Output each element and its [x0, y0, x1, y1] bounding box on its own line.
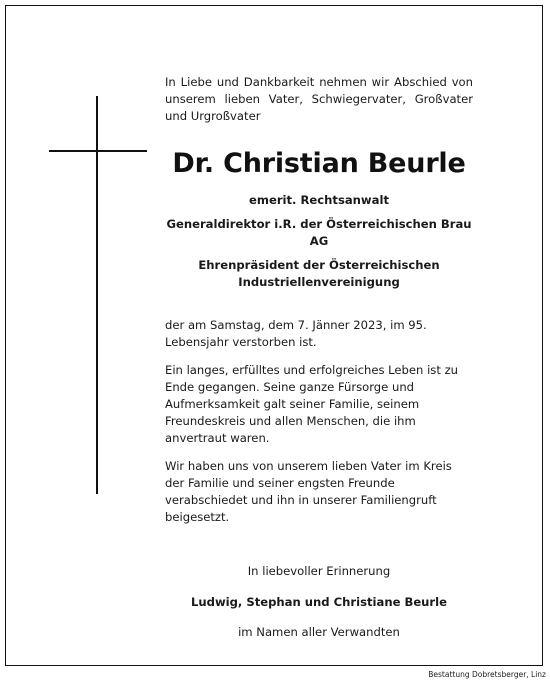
obituary-text: [165, 74, 473, 641]
title-line-3: Ehrenpräsident der Österreichischen Industriellenvereinigung: [198, 258, 440, 289]
paragraph-death-date: der am Samstag, dem 7. Jänner 2023, im 95. Lebensjahr verstorben ist.: [165, 318, 427, 349]
memory-line: In liebevoller Erinnerung: [247, 564, 391, 578]
relatives-line: im Namen aller Verwandten: [238, 625, 400, 639]
deceased-name: Dr. Christian Beurle: [172, 148, 466, 179]
signers: Ludwig, Stephan und Christiane Beurle: [191, 595, 447, 609]
title-line-1: emerit. Rechtsanwalt: [249, 193, 389, 207]
cross-icon-horizontal-bar: [49, 150, 147, 152]
funeral-home-credit: Bestattung Dobretsberger, Linz: [428, 670, 546, 679]
cross-icon-vertical-bar: [96, 96, 98, 494]
title-line-2: Generaldirektor i.R. der Österreichischen Brau AG: [166, 217, 472, 248]
intro-text: In Liebe und Dankbarkeit nehmen wir Abschied von unserem lieben Vater, Schwiegervater, Großvater und Urgroßvater: [165, 75, 473, 123]
paragraph-burial: Wir haben uns von unserem lieben Vater im Kreis der Familie und seiner engsten Freunde verabschiedet und ihn in unserer Familiengruft beigesetzt.: [165, 459, 452, 524]
paragraph-life: Ein langes, erfülltes und erfolgreiches Leben ist zu Ende gegangen. Seine ganze Fürsorge und Aufmerksamkeit galt seiner Familie, seinem Freundeskreis und allen Menschen, die ihm anvertraut waren.: [165, 363, 459, 445]
